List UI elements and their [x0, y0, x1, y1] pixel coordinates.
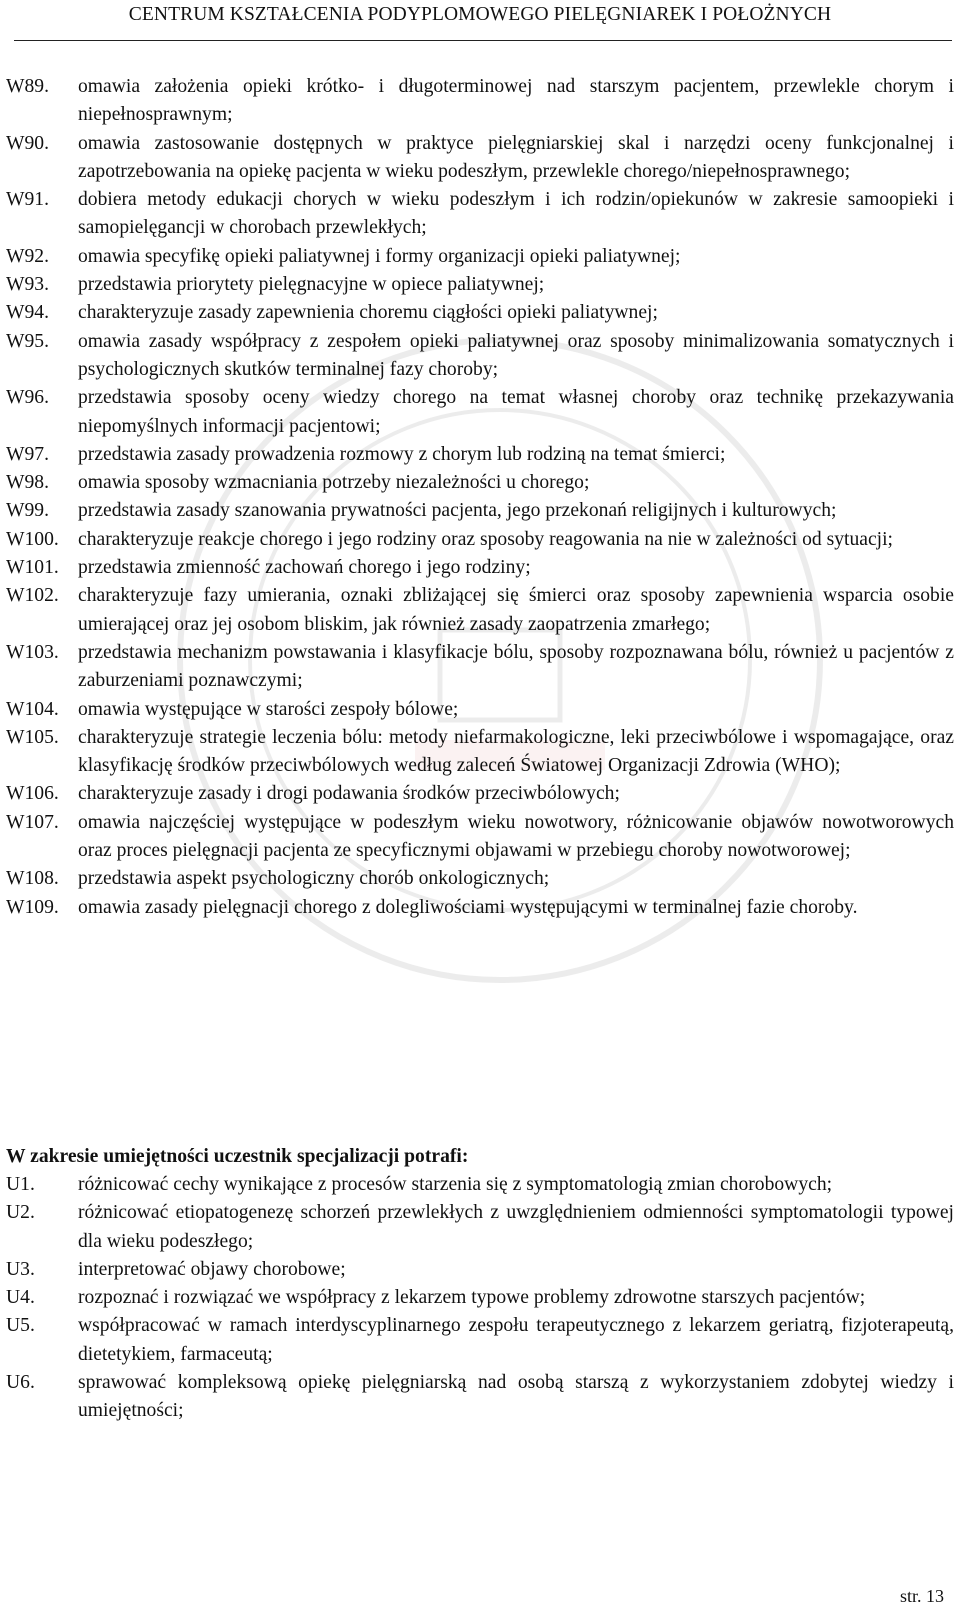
knowledge-outcome-item: [6, 497, 954, 525]
knowledge-outcome-item-text: przedstawia zasady szanowania prywatności pacjenta, jego przekonań religijnych i kulturowych;: [78, 500, 837, 522]
skill-outcome-item-code: U2.: [6, 1202, 35, 1224]
knowledge-outcome-item-text: omawia specyfikę opieki paliatywnej i formy organizacji opieki paliatywnej;: [78, 245, 681, 267]
knowledge-outcome-item-text: omawia najczęściej występujące w podeszłym wieku nowotwory, różnicowanie objawów nowotworowych oraz proces pielęgnacji pacjenta ze specyficznymi objawami w przebiegu choroby nowotworowej;: [78, 811, 954, 862]
knowledge-outcome-item-text: charakteryzuje reakcje chorego i jego rodziny oraz sposoby reagowania na nie w zależności od sytuacji;: [78, 528, 893, 550]
knowledge-outcome-item: [6, 384, 954, 441]
knowledge-outcome-item-text: przedstawia zasady prowadzenia rozmowy z chorym lub rodziną na temat śmierci;: [78, 443, 726, 465]
knowledge-outcome-item-text: omawia sposoby wzmacniania potrzeby niezależności u chorego;: [78, 472, 590, 494]
skill-outcome-item-text: sprawować kompleksową opiekę pielęgniarską nad osobą starszą z wykorzystaniem zdobytej wiedzy i umiejętności;: [78, 1372, 954, 1422]
knowledge-outcome-item-text: przedstawia aspekt psychologiczny chorób onkologicznych;: [78, 868, 550, 890]
skill-outcome-item: [6, 1284, 954, 1312]
knowledge-outcome-item-text: przedstawia sposoby oceny wiedzy chorego na temat własnej choroby oraz technikę przekazywania niepomyślnych informacji pacjentowi;: [78, 387, 954, 437]
skill-outcome-item-code: U6.: [6, 1372, 35, 1394]
knowledge-outcome-item: [6, 328, 954, 385]
skill-outcome-item-text: różnicować cechy wynikające z procesów starzenia się z symptomatologią zmian chorobowych;: [78, 1174, 833, 1195]
skill-outcome-item-code: U5.: [6, 1315, 35, 1337]
knowledge-outcome-item-text: omawia zasady współpracy z zespołem opieki paliatywnej oraz sposoby minimalizowania somatycznych i psychologicznych skutków terminalnej fazy choroby;: [78, 330, 954, 380]
knowledge-outcome-item-code: W108.: [6, 868, 59, 890]
knowledge-outcome-item-code: W91.: [6, 189, 49, 211]
knowledge-outcome-item: [6, 809, 954, 866]
knowledge-outcome-item-text: charakteryzuje zasady i drogi podawania środków przeciwbólowych;: [78, 783, 620, 805]
knowledge-outcome-item-text: omawia zasady pielęgnacji chorego z dolegliwościami występującymi w terminalnej fazie choroby.: [78, 896, 858, 918]
knowledge-outcomes-list: [6, 73, 954, 922]
knowledge-outcome-item: [6, 441, 954, 469]
skill-outcome-item-code: U1.: [6, 1174, 35, 1195]
knowledge-outcome-item: [6, 271, 954, 299]
knowledge-outcome-item: [6, 894, 954, 922]
knowledge-outcome-item-text: przedstawia mechanizm powstawania i klasyfikacje bólu, sposoby rozpoznawana bólu, również u pacjentów z zaburzeniami poznawczymi;: [78, 641, 954, 692]
knowledge-outcome-item-code: W97.: [6, 443, 49, 465]
knowledge-outcome-item-code: W96.: [6, 387, 49, 409]
knowledge-outcome-item: [6, 554, 954, 582]
skill-outcome-item-text: rozpoznać i rozwiązać we współpracy z lekarzem typowe problemy zdrowotne starszych pacjentów;: [78, 1287, 866, 1309]
knowledge-outcome-item: [6, 780, 954, 808]
skill-outcome-item-code: U4.: [6, 1287, 35, 1309]
knowledge-outcome-item-code: W90.: [6, 132, 49, 154]
knowledge-outcome-item-code: W95.: [6, 330, 49, 352]
knowledge-outcome-item: [6, 299, 954, 327]
knowledge-outcome-item-text: omawia założenia opieki krótko- i długoterminowej nad starszym pacjentem, przewlekle chorym i niepełnosprawnym;: [78, 76, 954, 126]
knowledge-outcome-item-code: W109.: [6, 896, 59, 918]
knowledge-outcome-item-code: W102.: [6, 585, 59, 607]
knowledge-outcome-item: [6, 696, 954, 724]
knowledge-outcome-item-code: W98.: [6, 472, 49, 494]
knowledge-outcome-item-text: charakteryzuje strategie leczenia bólu: metody niefarmakologiczne, leki przeciwbólowe i wspomagające, oraz klasyfikację środków przeciwbólowych według zaleceń Światowej Organizacji Zdrowia (WHO);: [78, 726, 954, 777]
knowledge-outcome-item: [6, 582, 954, 639]
page-number: str. 13: [899, 1586, 944, 1606]
knowledge-outcome-item: [6, 526, 954, 554]
knowledge-outcome-item-code: W105.: [6, 726, 59, 748]
skill-outcome-item: [6, 1256, 954, 1284]
knowledge-outcome-item-code: W106.: [6, 783, 59, 805]
skill-outcome-item-text: współpracować w ramach interdyscyplinarnego zespołu terapeutycznego z lekarzem geriatrą, fizjoterapeutą, dietetykiem, farmaceutą;: [78, 1315, 954, 1365]
knowledge-outcome-item: [6, 243, 954, 271]
knowledge-outcome-item-text: omawia występujące w starości zespoły bólowe;: [78, 698, 459, 720]
skill-outcome-item: [6, 1199, 954, 1256]
knowledge-outcome-item-text: dobiera metody edukacji chorych w wieku podeszłym i ich rodzin/opiekunów w zakresie samoopieki i samopielęgancji w chorobach przewlekłych;: [78, 189, 954, 239]
knowledge-outcome-item-code: W101.: [6, 557, 59, 579]
knowledge-outcome-item-code: W100.: [6, 528, 59, 550]
skill-outcome-item-text: różnicować etiopatogenezę schorzeń przewlekłych z uwzględnieniem odmienności symptomatologii typowej dla wieku podeszłego;: [78, 1202, 954, 1252]
knowledge-outcome-item-text: przedstawia zmienność zachowań chorego i jego rodziny;: [78, 557, 531, 579]
skills-section-heading: W zakresie umiejętności uczestnik specjalizacji potrafi:: [6, 1146, 469, 1167]
knowledge-outcome-item-text: przedstawia priorytety pielęgnacyjne w opiece paliatywnej;: [78, 274, 545, 296]
knowledge-outcome-item-code: W103.: [6, 641, 59, 663]
skills-outcomes-list: [6, 1171, 954, 1426]
knowledge-outcome-item: [6, 73, 954, 130]
knowledge-outcome-item-code: W99.: [6, 500, 49, 522]
knowledge-outcome-item-code: W107.: [6, 811, 59, 833]
skill-outcome-item-text: interpretować objawy chorobowe;: [78, 1258, 346, 1280]
knowledge-outcome-item: [6, 186, 954, 243]
knowledge-outcome-item-code: W94.: [6, 302, 49, 324]
knowledge-outcome-item-code: W89.: [6, 76, 49, 97]
knowledge-outcome-item-code: W93.: [6, 274, 49, 296]
knowledge-outcome-item-code: W104.: [6, 698, 59, 720]
knowledge-outcome-item: [6, 639, 954, 696]
knowledge-outcome-item-text: charakteryzuje zasady zapewnienia choremu ciągłości opieki paliatywnej;: [78, 302, 658, 324]
knowledge-outcome-item-code: W92.: [6, 245, 49, 267]
knowledge-outcome-item: [6, 865, 954, 893]
knowledge-outcome-item: [6, 130, 954, 187]
skill-outcome-item: [6, 1312, 954, 1369]
skill-outcome-item: [6, 1171, 954, 1199]
knowledge-outcome-item: [6, 469, 954, 497]
page-header-title: CENTRUM KSZTAŁCENIA PODYPLOMOWEGO PIELĘGNIAREK I POŁOŻNYCH: [128, 4, 832, 25]
skill-outcome-item-code: U3.: [6, 1258, 35, 1280]
knowledge-outcome-item: [6, 724, 954, 781]
header-divider: [14, 40, 952, 41]
knowledge-outcome-item-text: charakteryzuje fazy umierania, oznaki zbliżającej się śmierci oraz sposoby zapewnienia wsparcia osobie umierającej oraz jej osobom bliskim, jak również zasady zaopatrzenia zmarłego;: [78, 585, 954, 635]
knowledge-outcome-item-text: omawia zastosowanie dostępnych w praktyce pielęgniarskiej skal i narzędzi oceny funkcjonalnej i zapotrzebowania na opiekę pacjenta w wieku podeszłym, przewlekle chorego/niepełnosprawnego;: [78, 132, 954, 182]
skill-outcome-item: [6, 1369, 954, 1426]
